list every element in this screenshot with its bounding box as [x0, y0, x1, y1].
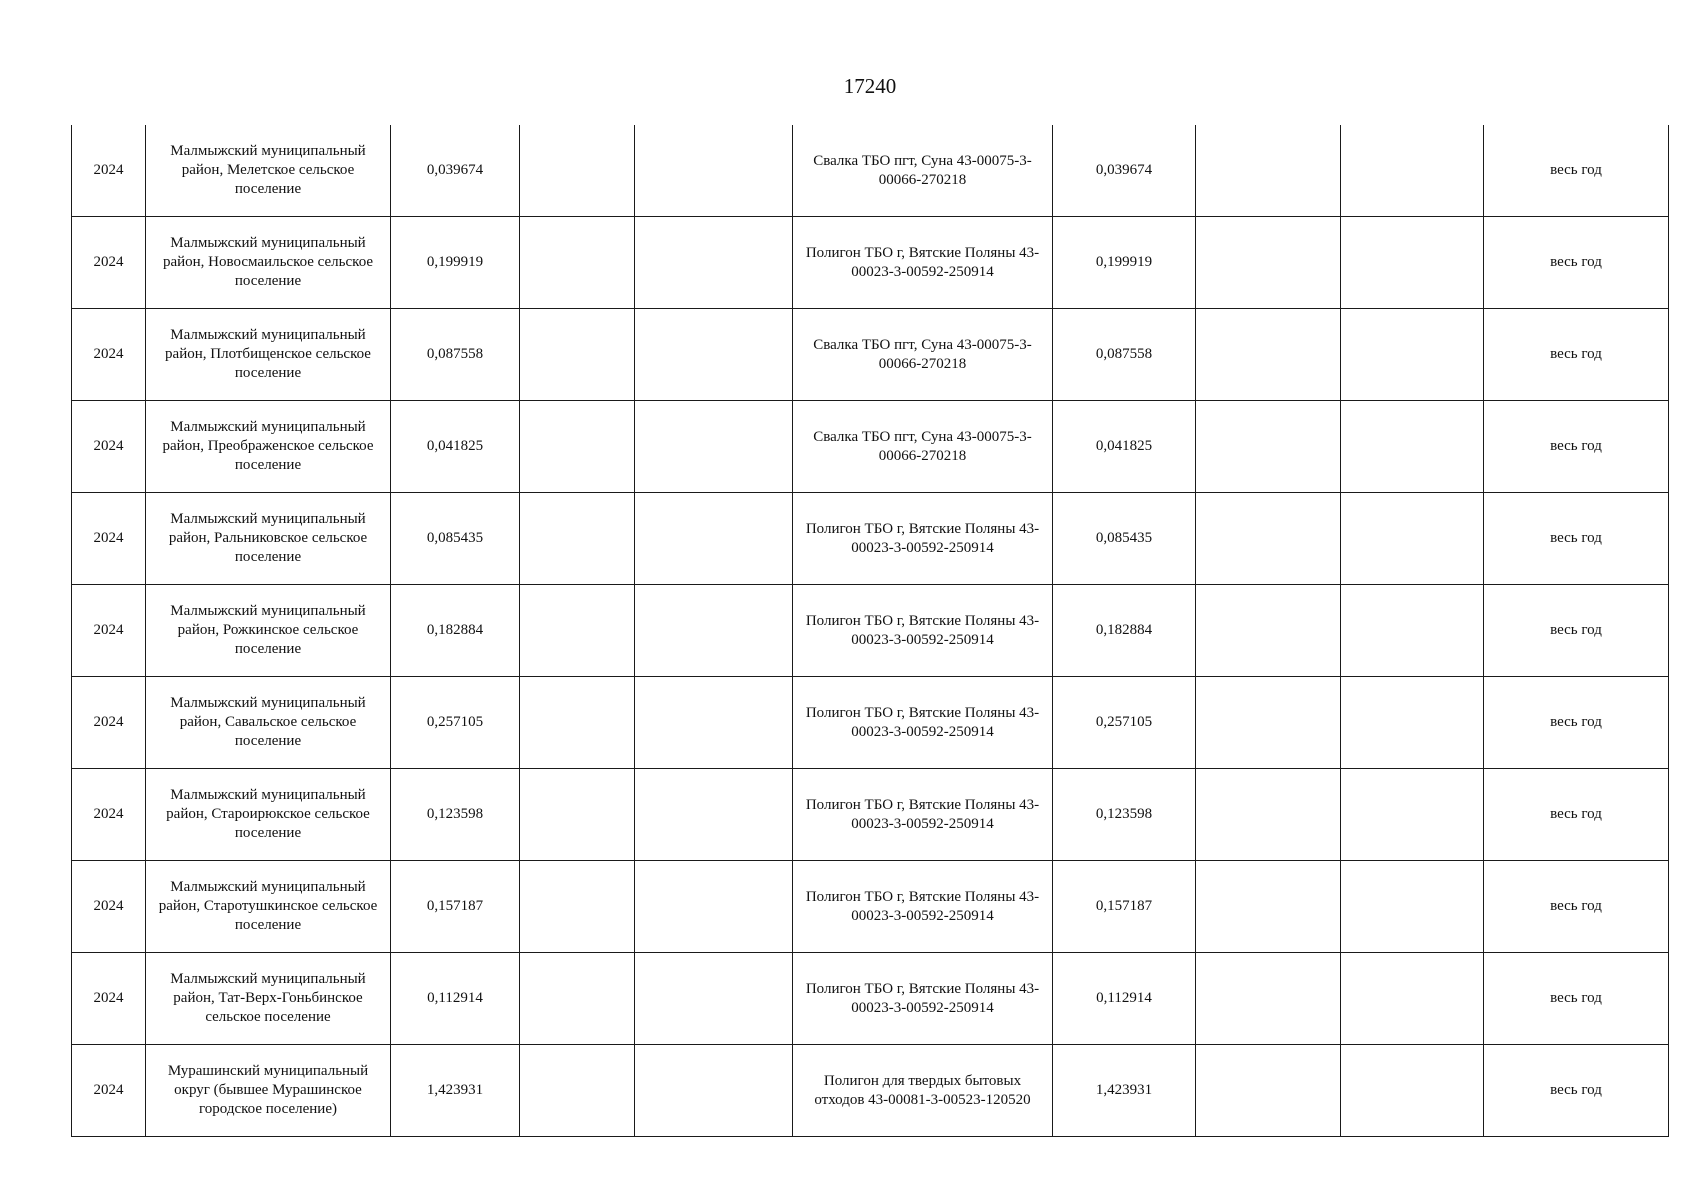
cell-mass-accepted: 0,087558 — [1053, 309, 1196, 401]
cell-empty — [1196, 769, 1341, 861]
cell-empty — [1196, 677, 1341, 769]
cell-mass: 0,041825 — [391, 401, 520, 493]
cell-empty — [520, 953, 635, 1045]
cell-place: Малмыжский муниципальный район, Ральниковское сельское поселение — [146, 493, 391, 585]
cell-empty — [635, 953, 793, 1045]
table-row — [72, 861, 1669, 953]
cell-empty — [520, 585, 635, 677]
cell-period: весь год — [1484, 953, 1669, 1045]
cell-mass: 0,085435 — [391, 493, 520, 585]
cell-empty — [1341, 125, 1484, 217]
cell-mass: 0,123598 — [391, 769, 520, 861]
cell-empty — [1341, 217, 1484, 309]
cell-site: Полигон ТБО г, Вятские Поляны 43-00023-3-00592-250914 — [793, 217, 1053, 309]
cell-empty — [1196, 493, 1341, 585]
table-row — [72, 769, 1669, 861]
cell-site: Полигон ТБО г, Вятские Поляны 43-00023-3-00592-250914 — [793, 769, 1053, 861]
cell-place: Мурашинский муниципальный округ (бывшее Мурашинское городское поселение) — [146, 1045, 391, 1137]
cell-year: 2024 — [72, 585, 146, 677]
cell-site: Полигон ТБО г, Вятские Поляны 43-00023-3-00592-250914 — [793, 677, 1053, 769]
cell-place: Малмыжский муниципальный район, Преображенское сельское поселение — [146, 401, 391, 493]
waste-table — [71, 125, 1669, 1137]
table-row — [72, 125, 1669, 217]
cell-mass: 0,257105 — [391, 677, 520, 769]
cell-period: весь год — [1484, 861, 1669, 953]
table-row — [72, 493, 1669, 585]
cell-year: 2024 — [72, 953, 146, 1045]
table-row — [72, 309, 1669, 401]
cell-empty — [1196, 1045, 1341, 1137]
cell-empty — [1341, 677, 1484, 769]
cell-empty — [1196, 125, 1341, 217]
table-row — [72, 677, 1669, 769]
cell-site: Свалка ТБО пгт, Суна 43-00075-3-00066-270218 — [793, 401, 1053, 493]
cell-year: 2024 — [72, 217, 146, 309]
cell-empty — [520, 493, 635, 585]
cell-mass-accepted: 0,039674 — [1053, 125, 1196, 217]
cell-mass-accepted: 0,257105 — [1053, 677, 1196, 769]
cell-mass: 1,423931 — [391, 1045, 520, 1137]
cell-empty — [1341, 401, 1484, 493]
cell-period: весь год — [1484, 769, 1669, 861]
cell-mass-accepted: 0,157187 — [1053, 861, 1196, 953]
cell-period: весь год — [1484, 217, 1669, 309]
cell-year: 2024 — [72, 769, 146, 861]
cell-mass: 0,157187 — [391, 861, 520, 953]
cell-place: Малмыжский муниципальный район, Савальское сельское поселение — [146, 677, 391, 769]
cell-year: 2024 — [72, 125, 146, 217]
cell-empty — [1196, 585, 1341, 677]
cell-empty — [1196, 309, 1341, 401]
table-body — [72, 125, 1669, 1137]
cell-mass: 0,112914 — [391, 953, 520, 1045]
cell-year: 2024 — [72, 677, 146, 769]
cell-empty — [635, 1045, 793, 1137]
table-row — [72, 585, 1669, 677]
cell-place: Малмыжский муниципальный район, Старотушкинское сельское поселение — [146, 861, 391, 953]
cell-site: Полигон ТБО г, Вятские Поляны 43-00023-3-00592-250914 — [793, 493, 1053, 585]
cell-place: Малмыжский муниципальный район, Тат-Верх-Гоньбинское сельское поселение — [146, 953, 391, 1045]
cell-empty — [1196, 861, 1341, 953]
cell-empty — [635, 217, 793, 309]
cell-empty — [520, 309, 635, 401]
cell-empty — [1341, 769, 1484, 861]
cell-year: 2024 — [72, 309, 146, 401]
cell-period: весь год — [1484, 401, 1669, 493]
cell-empty — [635, 125, 793, 217]
cell-site: Свалка ТБО пгт, Суна 43-00075-3-00066-270218 — [793, 309, 1053, 401]
cell-period: весь год — [1484, 677, 1669, 769]
table-row — [72, 401, 1669, 493]
cell-site: Полигон ТБО г, Вятские Поляны 43-00023-3-00592-250914 — [793, 953, 1053, 1045]
page-number: 17240 — [843, 74, 897, 98]
cell-period: весь год — [1484, 1045, 1669, 1137]
cell-site: Свалка ТБО пгт, Суна 43-00075-3-00066-270218 — [793, 125, 1053, 217]
cell-place: Малмыжский муниципальный район, Новосмаильское сельское поселение — [146, 217, 391, 309]
cell-site: Полигон для твердых бытовых отходов 43-00081-3-00523-120520 — [793, 1045, 1053, 1137]
cell-mass-accepted: 0,199919 — [1053, 217, 1196, 309]
cell-empty — [1196, 953, 1341, 1045]
cell-empty — [635, 677, 793, 769]
cell-year: 2024 — [72, 493, 146, 585]
cell-empty — [635, 769, 793, 861]
cell-empty — [1341, 1045, 1484, 1137]
cell-mass: 0,087558 — [391, 309, 520, 401]
table-row — [72, 217, 1669, 309]
cell-mass-accepted: 0,041825 — [1053, 401, 1196, 493]
cell-empty — [1341, 953, 1484, 1045]
cell-mass: 0,039674 — [391, 125, 520, 217]
cell-year: 2024 — [72, 1045, 146, 1137]
cell-empty — [635, 401, 793, 493]
table-row — [72, 1045, 1669, 1137]
cell-empty — [1341, 493, 1484, 585]
cell-place: Малмыжский муниципальный район, Староирюкское сельское поселение — [146, 769, 391, 861]
cell-place: Малмыжский муниципальный район, Мелетское сельское поселение — [146, 125, 391, 217]
cell-period: весь год — [1484, 493, 1669, 585]
cell-mass-accepted: 1,423931 — [1053, 1045, 1196, 1137]
table-row — [72, 953, 1669, 1045]
cell-mass: 0,182884 — [391, 585, 520, 677]
cell-site: Полигон ТБО г, Вятские Поляны 43-00023-3-00592-250914 — [793, 861, 1053, 953]
cell-empty — [520, 217, 635, 309]
cell-period: весь год — [1484, 309, 1669, 401]
cell-mass-accepted: 0,182884 — [1053, 585, 1196, 677]
cell-mass-accepted: 0,112914 — [1053, 953, 1196, 1045]
cell-mass-accepted: 0,123598 — [1053, 769, 1196, 861]
cell-empty — [520, 401, 635, 493]
cell-empty — [635, 861, 793, 953]
cell-period: весь год — [1484, 585, 1669, 677]
cell-year: 2024 — [72, 401, 146, 493]
cell-empty — [1196, 217, 1341, 309]
cell-empty — [1196, 401, 1341, 493]
cell-place: Малмыжский муниципальный район, Рожкинское сельское поселение — [146, 585, 391, 677]
cell-empty — [1341, 309, 1484, 401]
cell-period: весь год — [1484, 125, 1669, 217]
cell-empty — [635, 493, 793, 585]
cell-year: 2024 — [72, 861, 146, 953]
cell-empty — [520, 769, 635, 861]
cell-empty — [520, 125, 635, 217]
cell-empty — [520, 861, 635, 953]
cell-empty — [520, 1045, 635, 1137]
cell-empty — [520, 677, 635, 769]
cell-mass-accepted: 0,085435 — [1053, 493, 1196, 585]
cell-mass: 0,199919 — [391, 217, 520, 309]
cell-empty — [635, 309, 793, 401]
cell-empty — [1341, 861, 1484, 953]
cell-empty — [1341, 585, 1484, 677]
cell-place: Малмыжский муниципальный район, Плотбищенское сельское поселение — [146, 309, 391, 401]
cell-site: Полигон ТБО г, Вятские Поляны 43-00023-3-00592-250914 — [793, 585, 1053, 677]
cell-empty — [635, 585, 793, 677]
